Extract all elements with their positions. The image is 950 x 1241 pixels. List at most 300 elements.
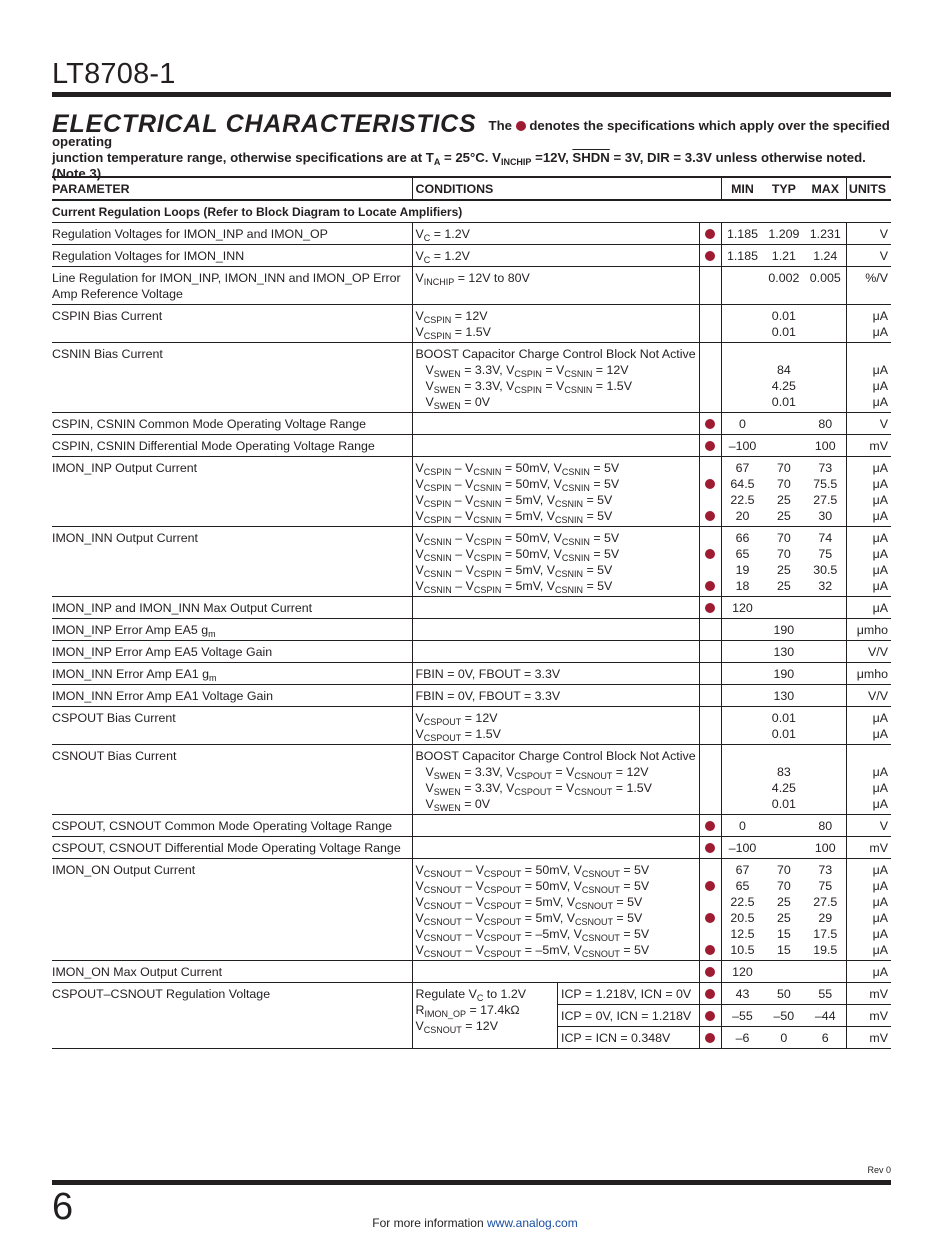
conditions-cell [412, 597, 699, 619]
part-number-header: LT8708-1 [52, 58, 176, 90]
intro-text: =12V, [531, 150, 573, 165]
parameter-cell [52, 815, 412, 837]
max-cell [805, 597, 847, 619]
bullet-dot-icon [705, 441, 715, 451]
condition-text: $V_{CSNOUT} - V_{CSPOUT} = 50mV$, $V_{CSNOUT} = 5V$ [415, 863, 650, 879]
unit-value: μA [872, 895, 888, 909]
max-value: 32 [818, 579, 833, 593]
parameter-text: IMON_INP Error Amp EA5 Voltage Gain [52, 645, 273, 659]
min-value [722, 780, 763, 796]
min-value [722, 688, 763, 704]
max-cell [805, 837, 847, 859]
typ-cell [763, 837, 804, 859]
unit-value: μA [872, 911, 888, 925]
max-cell [805, 457, 847, 527]
typ-cell [763, 663, 804, 685]
min-value: –55 [732, 1009, 753, 1023]
max-cell [805, 619, 847, 641]
min-value: –100 [728, 439, 757, 453]
min-value: 67 [735, 863, 750, 877]
bullet-dot-icon [705, 581, 715, 591]
temp-range-cell [699, 707, 721, 745]
max-value: 55 [818, 987, 833, 1001]
temp-range-cell [699, 815, 721, 837]
table-row [52, 305, 891, 343]
max-value [805, 378, 846, 394]
unit-value: V [879, 819, 888, 833]
parameter-text: CSPIN, CSNIN Common Mode Operating Voltage Range [52, 417, 367, 431]
max-cell [805, 983, 847, 1005]
max-value: 19.5 [813, 943, 838, 957]
bullet-dot-icon [705, 511, 715, 521]
condition-text: $V_C = 1.2V$ [415, 227, 470, 243]
typ-cell [763, 267, 804, 305]
bullet-dot-icon [705, 913, 715, 923]
condition-text: $V_{CSPIN} - V_{CSNIN} = 5mV$, $V_{CSNIN} = 5V$ [415, 493, 613, 509]
unit-value: μA [872, 797, 888, 811]
bullet-dot-icon [705, 251, 715, 261]
min-cell [721, 343, 763, 413]
parameter-cell [52, 305, 412, 343]
footer-info [0, 1216, 950, 1230]
table-header-row [52, 177, 891, 200]
typ-value: 130 [773, 645, 795, 659]
conditions-cell [412, 859, 699, 961]
unit-value: V/V [868, 689, 888, 703]
parameter-text: Amp Reference Voltage [52, 287, 183, 301]
min-value: 18 [735, 579, 750, 593]
temp-range-cell [699, 305, 721, 343]
bullet-dot-icon [705, 843, 715, 853]
bullet-dot-icon [705, 1033, 715, 1043]
parameter-cell [52, 663, 412, 685]
units-cell [846, 245, 891, 267]
conditions-cell [412, 685, 699, 707]
typ-value: 1.209 [768, 227, 800, 241]
typ-value: 70 [776, 461, 791, 475]
units-cell [846, 837, 891, 859]
max-cell [805, 685, 847, 707]
typ-value: 190 [773, 623, 795, 637]
unit-value: μA [872, 781, 888, 795]
max-cell [805, 305, 847, 343]
min-value: 12.5 [730, 927, 755, 941]
conditions-cell [412, 707, 699, 745]
bullet-dot-icon [705, 945, 715, 955]
units-cell [846, 343, 891, 413]
condition-text: $V_C = 1.2V$ [415, 249, 470, 265]
temp-range-cell [699, 1027, 721, 1049]
typ-value [763, 600, 804, 616]
unit-value: mV [869, 987, 888, 1001]
condition-text: $V_{SWEN} = 3.3V$, $V_{CSPIN} = V_{CSNIN} = 12V$ [425, 363, 629, 379]
header-rule [52, 92, 891, 97]
parameter-cell [52, 707, 412, 745]
unit-value: μA [872, 309, 888, 323]
min-cell [721, 1005, 763, 1027]
parameter-cell [52, 223, 412, 245]
temp-range-cell [699, 343, 721, 413]
table-row [52, 641, 891, 663]
typ-cell [763, 815, 804, 837]
conditions-cell [412, 413, 699, 435]
typ-value: 25 [776, 895, 791, 909]
typ-cell [763, 859, 804, 961]
parameter-text: Line Regulation for IMON_INP, IMON_INN and IMON_OP Error [52, 271, 401, 285]
temp-range-cell [699, 859, 721, 961]
conditions-cell [412, 815, 699, 837]
table-row [52, 435, 891, 457]
min-value [722, 270, 763, 286]
typ-value: 25 [776, 493, 791, 507]
temp-range-cell [699, 1005, 721, 1027]
table-row [52, 343, 891, 413]
min-cell [721, 305, 763, 343]
condition-text [416, 622, 696, 638]
min-cell [721, 663, 763, 685]
parameter-cell [52, 245, 412, 267]
condition-text: $V_{CSPIN} - V_{CSNIN} = 50mV$, $V_{CSNIN} = 5V$ [415, 461, 620, 477]
units-cell [846, 745, 891, 815]
min-cell [721, 859, 763, 961]
min-value: 1.185 [726, 249, 758, 263]
unit-value: μA [872, 325, 888, 339]
typ-cell [763, 961, 804, 983]
typ-cell [763, 245, 804, 267]
typ-value: 15 [776, 927, 791, 941]
typ-value [763, 438, 804, 454]
bullet-dot-icon [705, 229, 715, 239]
parameter-text: IMON_INP Error Amp EA5 $g_m$ [52, 623, 216, 639]
max-cell [805, 815, 847, 837]
max-value [805, 964, 846, 980]
unit-value: μA [872, 965, 888, 979]
parameter-text: CSPOUT Bias Current [52, 711, 176, 725]
min-cell [721, 223, 763, 245]
conditions-cell [412, 343, 699, 413]
parameter-text: CSPOUT–CSNOUT Regulation Voltage [52, 987, 271, 1001]
units-cell [846, 815, 891, 837]
max-cell [805, 641, 847, 663]
conditions-cell [412, 435, 699, 457]
temp-range-cell [699, 961, 721, 983]
max-value: 75 [818, 547, 833, 561]
condition-text: $R_{IMON\_OP} = 17.4k\Omega$ [415, 1003, 520, 1019]
typ-cell [763, 745, 804, 815]
max-value: 73 [818, 461, 833, 475]
typ-cell [763, 641, 804, 663]
intro-text: = 25°C. V [440, 150, 501, 165]
table-row [52, 245, 891, 267]
typ-value: 1.21 [771, 249, 796, 263]
min-value: –100 [728, 841, 757, 855]
typ-value: 0.01 [771, 711, 796, 725]
max-value [805, 600, 846, 616]
footer-text: For more information [372, 1216, 484, 1230]
typ-value [763, 964, 804, 980]
typ-cell [763, 527, 804, 597]
min-value [722, 362, 763, 378]
intro-text: junction temperature range, otherwise specifications are at T [52, 150, 434, 165]
parameter-cell [52, 343, 412, 413]
header-parameter: PARAMETER [52, 177, 412, 200]
condition-text: ICP = ICN = 0.348V [561, 1031, 671, 1045]
parameter-text: Regulation Voltages for IMON_INP and IMON_OP [52, 227, 328, 241]
typ-value: 84 [776, 363, 791, 377]
header-conditions: CONDITIONS [412, 177, 721, 200]
min-value [722, 622, 763, 638]
min-cell [721, 1027, 763, 1049]
max-value [805, 346, 846, 362]
min-cell [721, 527, 763, 597]
max-value: 27.5 [813, 493, 838, 507]
header-min: MIN [721, 177, 763, 200]
bullet-dot-icon [705, 419, 715, 429]
table-row [52, 663, 891, 685]
max-cell [805, 435, 847, 457]
parameter-cell [52, 685, 412, 707]
typ-value [763, 416, 804, 432]
condition-text: $V_{CSPIN} - V_{CSNIN} = 5mV$, $V_{CSNIN} = 5V$ [415, 509, 613, 525]
max-value: 80 [818, 819, 833, 833]
typ-cell [763, 983, 804, 1005]
min-value: 20 [735, 509, 750, 523]
unit-value: μA [872, 727, 888, 741]
condition-text [416, 600, 696, 616]
min-value: 66 [735, 531, 750, 545]
conditions-cell [412, 745, 699, 815]
header-typ: TYP [763, 177, 804, 200]
min-value: 0 [739, 819, 746, 833]
max-value [805, 644, 846, 660]
min-value [722, 748, 763, 764]
min-value [722, 710, 763, 726]
max-value: 0.005 [809, 271, 841, 285]
min-value: 1.185 [726, 227, 758, 241]
temp-range-cell [699, 223, 721, 245]
max-value: 80 [818, 417, 833, 431]
conditions-cell [412, 245, 699, 267]
analog-link[interactable]: www.analog.com [487, 1216, 578, 1230]
min-cell [721, 815, 763, 837]
min-value: 22.5 [730, 493, 755, 507]
unit-value: μmho [856, 623, 888, 637]
min-value: 64.5 [730, 477, 755, 491]
temp-range-cell [699, 245, 721, 267]
condition-text: ICP = 1.218V, ICN = 0V [561, 987, 692, 1001]
max-cell [805, 663, 847, 685]
temp-range-cell [699, 641, 721, 663]
parameter-text: CSNIN Bias Current [52, 347, 163, 361]
typ-value: 0.01 [771, 395, 796, 409]
units-cell [846, 619, 891, 641]
typ-value: 0 [780, 1031, 788, 1045]
min-cell [721, 961, 763, 983]
max-value: 74 [818, 531, 833, 545]
min-cell [721, 707, 763, 745]
unit-value: μA [872, 711, 888, 725]
typ-cell [763, 413, 804, 435]
parameter-cell [52, 435, 412, 457]
page-number: 6 [52, 1186, 74, 1228]
typ-cell [763, 305, 804, 343]
unit-value: μA [872, 601, 888, 615]
max-value: 30.5 [813, 563, 838, 577]
max-cell [805, 1027, 847, 1049]
condition-text: $V_{SWEN} = 3.3V$, $V_{CSPOUT} = V_{CSNOUT} = 12V$ [425, 765, 649, 781]
table-row [52, 457, 891, 527]
min-value: 20.5 [730, 911, 755, 925]
max-cell [805, 245, 847, 267]
unit-value: μmho [856, 667, 888, 681]
revision-label: Rev 0 [867, 1165, 891, 1175]
conditions-cell [412, 983, 557, 1049]
typ-value: 190 [773, 667, 795, 681]
temp-range-cell [699, 685, 721, 707]
min-value: 65 [735, 547, 750, 561]
condition-text: $V_{CSNIN} - V_{CSPIN} = 50mV$, $V_{CSNIN} = 5V$ [415, 531, 620, 547]
unit-value: V [879, 249, 888, 263]
units-cell [846, 435, 891, 457]
min-value: –6 [735, 1031, 750, 1045]
temp-range-cell [699, 457, 721, 527]
condition-text: $V_{CSNOUT} - V_{CSPOUT} = 5mV$, $V_{CSNOUT} = 5V$ [415, 911, 643, 927]
condition-text: $V_{CSNIN} - V_{CSPIN} = 5mV$, $V_{CSNIN} = 5V$ [415, 563, 613, 579]
bullet-dot-icon [705, 821, 715, 831]
condition-text: $V_{CSPIN} = 1.5V$ [415, 325, 491, 341]
table-row [52, 527, 891, 597]
units-cell [846, 961, 891, 983]
unit-value: μA [872, 477, 888, 491]
typ-value: 0.002 [768, 271, 800, 285]
typ-value: 0.01 [771, 309, 796, 323]
unit-value: V [879, 417, 888, 431]
footer-rule [52, 1180, 891, 1185]
max-value: 30 [818, 509, 833, 523]
max-value [805, 324, 846, 340]
condition-text: FBIN = 0V, FBOUT = 3.3V [415, 667, 561, 681]
max-cell [805, 745, 847, 815]
max-value [805, 666, 846, 682]
condition-text: $V_{SWEN} = 3.3V$, $V_{CSPIN} = V_{CSNIN} = 1.5V$ [425, 379, 632, 395]
units-cell [846, 983, 891, 1005]
intro-sub: A [433, 157, 441, 167]
min-value [722, 666, 763, 682]
min-cell [721, 685, 763, 707]
condition-text: $V_{SWEN} = 0V$ [425, 395, 491, 411]
max-cell [805, 267, 847, 305]
unit-value: V [879, 227, 888, 241]
condition-text: $V_{SWEN} = 0V$ [425, 797, 491, 813]
table-row [52, 707, 891, 745]
max-value: 29 [818, 911, 833, 925]
typ-cell [763, 597, 804, 619]
typ-value: 0.01 [771, 325, 796, 339]
units-cell [846, 413, 891, 435]
min-value: 10.5 [730, 943, 755, 957]
min-value [722, 726, 763, 742]
bullet-dot-icon [705, 549, 715, 559]
intro-text: = 3V, DIR = 3.3V unless otherwise noted. (Note 3). [52, 150, 866, 181]
min-value [722, 378, 763, 394]
min-cell [721, 641, 763, 663]
min-value [722, 346, 763, 362]
temp-range-cell [699, 663, 721, 685]
max-value [805, 394, 846, 410]
unit-value: μA [872, 943, 888, 957]
bullet-dot-icon [705, 479, 715, 489]
typ-value: 70 [776, 531, 791, 545]
min-value: 43 [735, 987, 750, 1001]
max-value: 27.5 [813, 895, 838, 909]
typ-value: 130 [773, 689, 795, 703]
condition-text: $V_{CSNOUT} - V_{CSPOUT} = -5mV$, $V_{CSNOUT} = 5V$ [415, 927, 650, 943]
condition-text: $V_{CSPOUT} = 1.5V$ [415, 727, 501, 743]
parameter-cell [52, 641, 412, 663]
unit-value: mV [869, 1031, 888, 1045]
conditions-cell [412, 619, 699, 641]
min-value [722, 796, 763, 812]
unit-value: μA [872, 879, 888, 893]
bullet-dot-icon [705, 603, 715, 613]
unit-value: μA [872, 379, 888, 393]
units-cell [846, 641, 891, 663]
temp-range-cell [699, 597, 721, 619]
table-row [52, 745, 891, 815]
conditions-cell [412, 267, 699, 305]
min-cell [721, 745, 763, 815]
max-value [805, 308, 846, 324]
electrical-characteristics-table [52, 176, 891, 1049]
parameter-cell [52, 745, 412, 815]
typ-value: 25 [776, 579, 791, 593]
typ-value: 70 [776, 547, 791, 561]
typ-value: 4.25 [771, 379, 796, 393]
parameter-text: Regulation Voltages for IMON_INN [52, 249, 245, 263]
parameter-cell [52, 961, 412, 983]
condition-text: $V_{CSNIN} - V_{CSPIN} = 50mV$, $V_{CSNIN} = 5V$ [415, 547, 620, 563]
typ-value: 83 [776, 765, 791, 779]
temp-range-cell [699, 267, 721, 305]
condition-text: $V_{SWEN} = 3.3V$, $V_{CSPOUT} = V_{CSNOUT} = 1.5V$ [425, 781, 652, 797]
conditions-cell [412, 961, 699, 983]
max-value [805, 748, 846, 764]
header-units: UNITS [846, 177, 891, 200]
min-cell [721, 837, 763, 859]
max-cell [805, 1005, 847, 1027]
parameter-cell [52, 619, 412, 641]
conditions-cell [412, 663, 699, 685]
header-max: MAX [805, 177, 847, 200]
unit-value: μA [872, 363, 888, 377]
condition-text: BOOST Capacitor Charge Control Block Not Active [415, 347, 696, 361]
max-value: –44 [814, 1009, 836, 1023]
unit-value: μA [872, 863, 888, 877]
section-intro [52, 110, 897, 182]
intro-overline: SHDN [572, 150, 610, 165]
condition-text: Regulate $V_C$ to 1.2V [415, 987, 527, 1003]
units-cell [846, 597, 891, 619]
units-cell [846, 457, 891, 527]
units-cell [846, 685, 891, 707]
typ-cell [763, 1027, 804, 1049]
typ-cell [763, 619, 804, 641]
unit-value: μA [872, 531, 888, 545]
bullet-dot-icon [705, 1011, 715, 1021]
bullet-dot-icon [705, 967, 715, 977]
typ-value: 25 [776, 563, 791, 577]
typ-cell [763, 685, 804, 707]
